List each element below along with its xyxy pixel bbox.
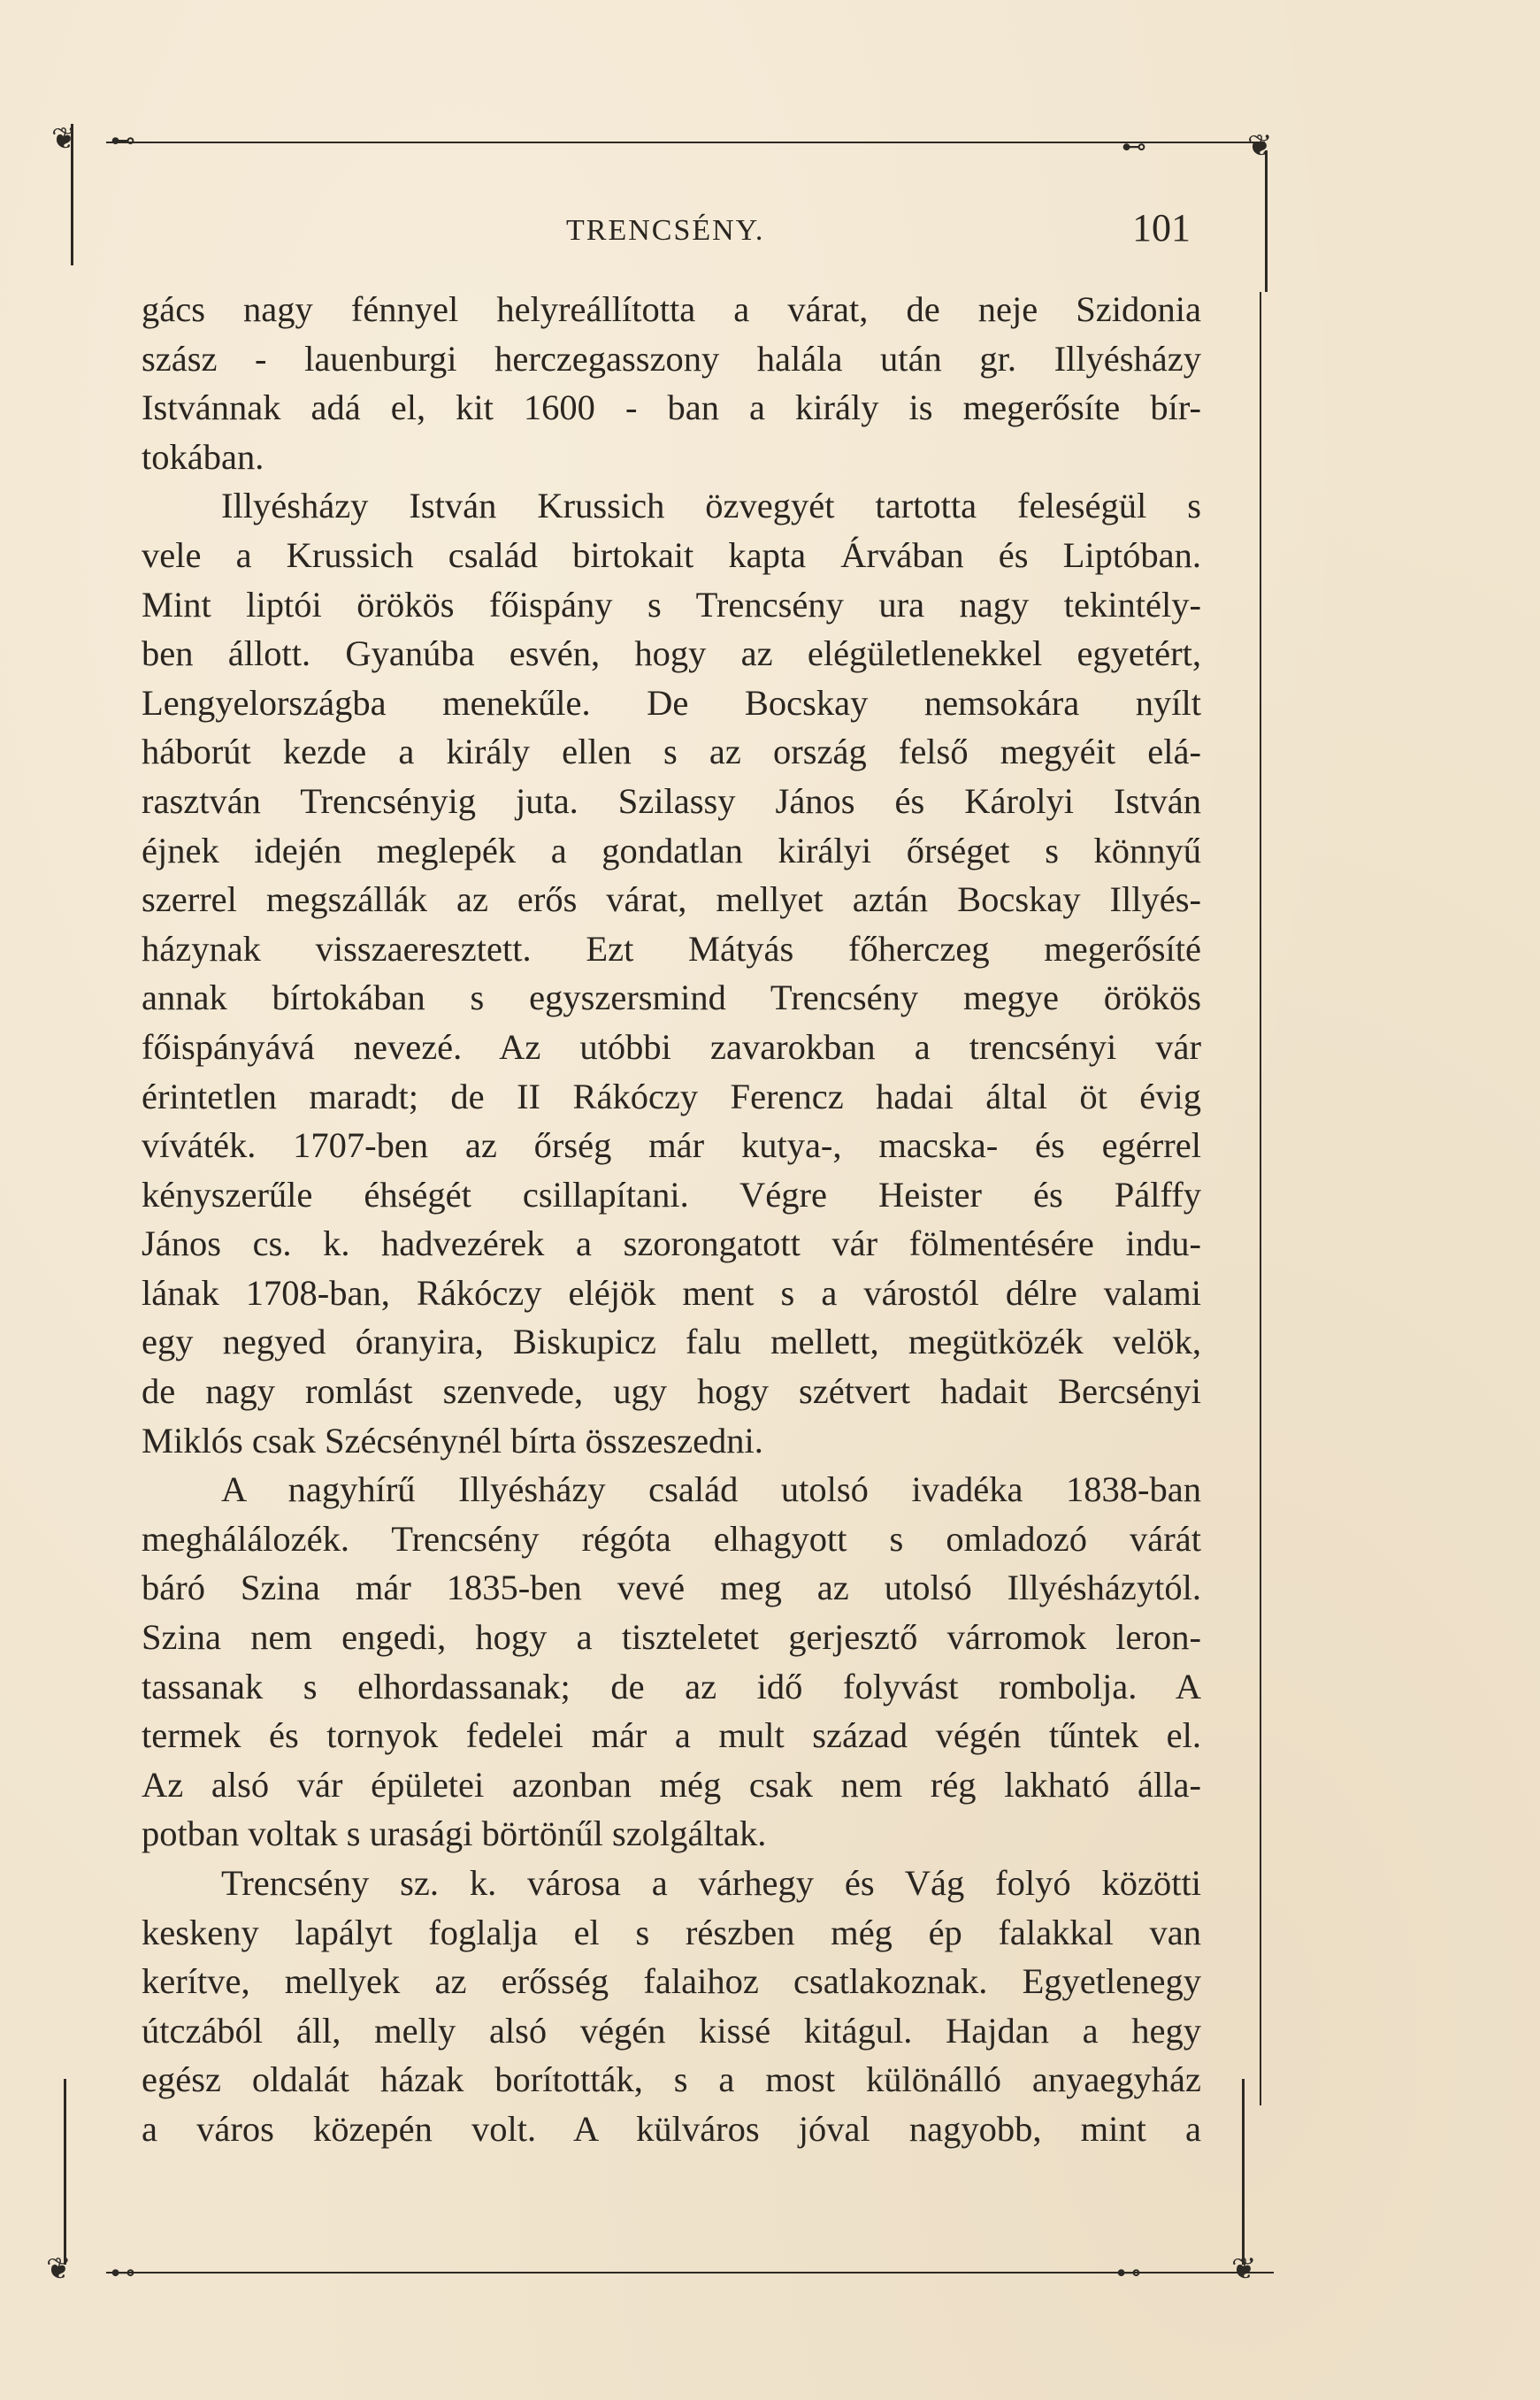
text-line: a város közepén volt. A külváros jóval nagyobb, mint a bbox=[142, 2108, 1201, 2149]
text-line: keskeny lapályt foglalja el s részben még ép falakkal van bbox=[142, 1912, 1201, 1952]
top-left-corner-ornament-icon: ❦ bbox=[51, 121, 77, 157]
text-line: gács nagy fénnyel helyreállította a várat, de neje Szidonia bbox=[142, 289, 1201, 329]
text-line: egy negyed óranyira, Biskupicz falu mellett, megütközék velök, bbox=[142, 1322, 1201, 1362]
bottom-ornamental-rule bbox=[106, 2272, 1274, 2273]
text-line: de nagy romlást szenvede, ugy hogy szétvert hadait Bercsényi bbox=[142, 1371, 1201, 1412]
text-line: Illyésházy István Krussich özvegyét tartotta feleségül s bbox=[221, 486, 1201, 526]
text-line: János cs. k. hadvezérek a szorongatott vár fölmentésére indu- bbox=[142, 1223, 1201, 1264]
body-text bbox=[142, 285, 1201, 2154]
page-number: 101 bbox=[1132, 206, 1191, 249]
text-line: rasztván Trencsényig juta. Szilassy János és Károlyi István bbox=[142, 780, 1201, 821]
text-line: tokában. bbox=[142, 436, 264, 477]
bottom-left-corner-ornament-icon: ❦ bbox=[46, 2251, 72, 2287]
text-line: szász - lauenburgi herczegasszony halála után gr. Illyésházy bbox=[142, 338, 1201, 379]
text-line: éjnek idején meglepék a gondatlan királyi őrséget s könnyű bbox=[142, 830, 1201, 870]
top-right-corner-ornament-icon: ❦ bbox=[1247, 128, 1273, 164]
text-line: Lengyelországba menekűle. De Bocskay nemsokára nyílt bbox=[142, 682, 1201, 723]
top-right-frame-vertical bbox=[1265, 150, 1268, 292]
text-line: háborút kezde a király ellen s az ország felső megyéit elá- bbox=[142, 732, 1201, 772]
text-line: báró Szina már 1835-ben vevé meg az utolsó Illyésházytól. bbox=[142, 1568, 1201, 1608]
text-line: Szina nem engedi, hogy a tiszteletet gerjesztő várromok leron- bbox=[142, 1617, 1201, 1658]
text-line: annak bírtokában s egyszersmind Trencsény megye örökös bbox=[142, 978, 1201, 1018]
text-line: házynak visszaeresztett. Ezt Mátyás főherczeg megerősíté bbox=[142, 928, 1201, 969]
text-line: vele a Krussich család birtokait kapta Árvában és Liptóban. bbox=[142, 534, 1201, 575]
text-line: Mint liptói örökös főispány s Trencsény ura nagy tekintély- bbox=[142, 584, 1201, 625]
text-line: egész oldalát házak borították, s a most különálló anyaegyház bbox=[142, 2059, 1201, 2100]
text-line: Trencsény sz. k. városa a várhegy és Vág folyó közötti bbox=[221, 1863, 1201, 1903]
text-line: víváték. 1707-ben az őrség már kutya-, macska- és egérrel bbox=[142, 1125, 1201, 1166]
top-left-scroll-ornament-icon: ⊷ bbox=[111, 126, 135, 155]
bottom-right-corner-ornament-icon: ❦ bbox=[1231, 2251, 1257, 2287]
text-line: meghálálozék. Trencsény régóta elhagyott s omladozó várát bbox=[142, 1518, 1201, 1559]
right-frame-vertical bbox=[1260, 292, 1261, 2105]
text-line: termek és tornyok fedelei már a mult század végén tűntek el. bbox=[142, 1715, 1201, 1756]
text-line: Az alsó vár épületei azonban még csak nem rég lakható álla- bbox=[142, 1764, 1201, 1805]
text-line: szerrel megszállák az erős várat, mellyet aztán Bocskay Illyés- bbox=[142, 879, 1201, 920]
bottom-left-scroll-ornament-icon: ⊷ bbox=[111, 2258, 135, 2287]
text-line: lának 1708-ban, Rákóczy eléjök ment s a várostól délre valami bbox=[142, 1272, 1201, 1313]
text-line: tassanak s elhordassanak; de az idő folyvást rombolja. A bbox=[142, 1666, 1201, 1706]
bottom-right-frame-vertical bbox=[1242, 2079, 1245, 2265]
text-line: főispányává nevezé. Az utóbbi zavarokban a trencsényi vár bbox=[142, 1026, 1201, 1067]
text-line: útczából áll, melly alsó végén kissé kitágul. Hajdan a hegy bbox=[142, 2010, 1201, 2051]
running-title: TRENCSÉNY. bbox=[566, 214, 765, 247]
text-line: Miklós csak Szécsénynél bírta összeszedni. bbox=[142, 1420, 763, 1461]
bottom-left-frame-vertical bbox=[64, 2079, 66, 2265]
bottom-right-scroll-ornament-icon: ⊷ bbox=[1116, 2258, 1141, 2287]
text-line: kerítve, mellyek az erősség falaihoz csatlakoznak. Egyetlenegy bbox=[142, 1961, 1201, 2002]
top-ornamental-rule bbox=[106, 142, 1265, 143]
text-line: kényszerűle éhségét csillapítani. Végre Heister és Pálffy bbox=[142, 1174, 1201, 1215]
text-line: potban voltak s urasági börtönűl szolgáltak. bbox=[142, 1813, 767, 1854]
text-line: érintetlen maradt; de II Rákóczy Ferencz hadai által öt évig bbox=[142, 1076, 1201, 1116]
text-line: A nagyhírű Illyésházy család utolsó ivadéka 1838-ban bbox=[221, 1469, 1201, 1510]
text-line: ben állott. Gyanúba esvén, hogy az elégületlenekkel egyetért, bbox=[142, 633, 1201, 674]
top-right-scroll-ornament-icon: ⊷ bbox=[1122, 132, 1146, 161]
text-line: Istvánnak adá el, kit 1600 - ban a király is megerősíte bír- bbox=[142, 387, 1201, 428]
